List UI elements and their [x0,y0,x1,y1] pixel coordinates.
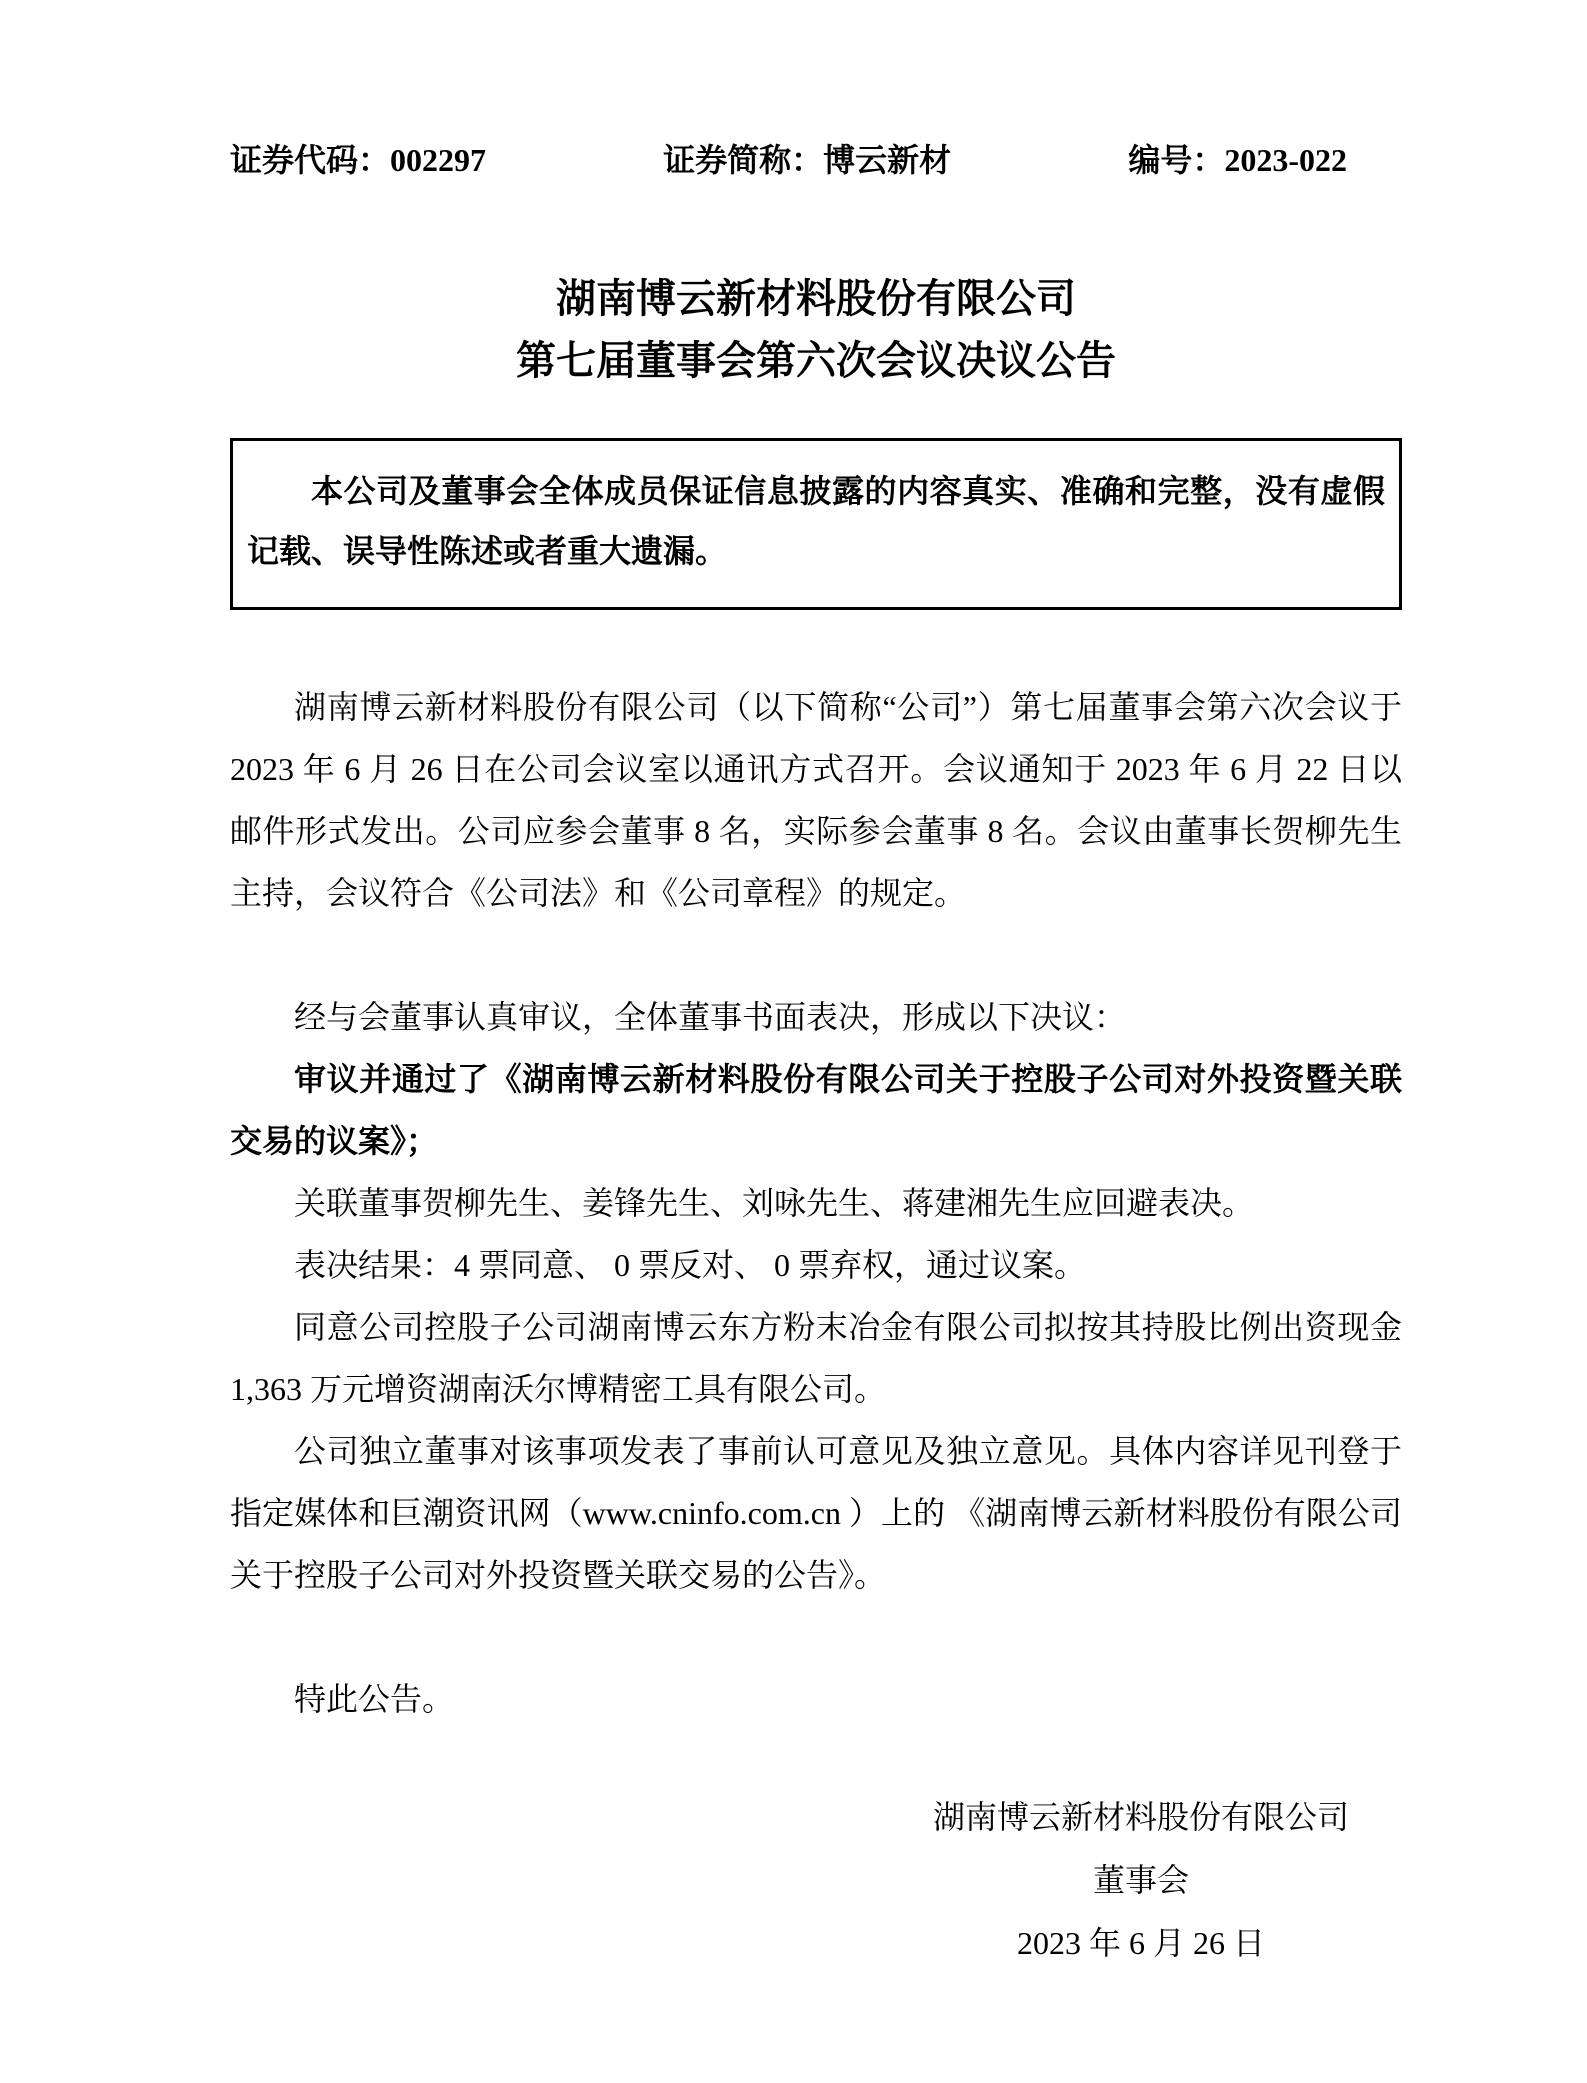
doc-number: 编号：2023-022 [1128,142,1347,178]
disclaimer-text: 本公司及董事会全体成员保证信息披露的内容真实、准确和完整，没有虚假记载、误导性陈述或者重大遗漏。 [247,473,1385,569]
announcement-title: 第七届董事会第六次会议决议公告 [516,338,1116,383]
signature-date: 2023 年 6 月 26 日 [1016,1925,1265,1961]
para-proposal: 审议并通过了《湖南博云新材料股份有限公司关于控股子公司对外投资暨关联交易的议案》； [230,1061,1402,1159]
para-meeting-info: 湖南博云新材料股份有限公司（以下简称“公司”）第七届董事会第六次会议于 2023 年 6 月 26 日在公司会议室以通讯方式召开。会议通知于 2023 年 6 月 22 日以邮件形式发出。公司应参会董事 8 名，实际参会董事 8 名。会议由董事长贺柳先生主持，会议符合《公司法》和《公司章程》的规定。 [230,689,1402,911]
company-title: 湖南博云新材料股份有限公司 [556,276,1076,321]
signature-board: 董事会 [1092,1862,1189,1898]
para-closing: 特此公告。 [294,1681,455,1717]
para-recusal: 关联董事贺柳先生、姜锋先生、刘咏先生、蒋建湘先生应回避表决。 [294,1185,1255,1221]
para-independent-opinion: 公司独立董事对该事项发表了事前认可意见及独立意见。具体内容详见刊登于指定媒体和巨潮资讯网（www.cninfo.com.cn ）上的 《湖南博云新材料股份有限公司关于控股子公司对外投资暨关联交易的公告》。 [230,1433,1402,1593]
para-resolution-intro: 经与会董事认真审议，全体董事书面表决，形成以下决议： [294,999,1127,1035]
disclaimer-box [230,438,1402,610]
para-vote-result: 表决结果：4 票同意、 0 票反对、 0 票弃权，通过议案。 [294,1247,1087,1283]
para-investment-detail: 同意公司控股子公司湖南博云东方粉末冶金有限公司拟按其持股比例出资现金 1,363 万元增资湖南沃尔博精密工具有限公司。 [230,1309,1402,1407]
stock-code: 证券代码：002297 [230,142,487,178]
doc-header [230,140,1402,180]
stock-abbr: 证券简称：博云新材 [663,142,952,178]
signature-company: 湖南博云新材料股份有限公司 [932,1799,1349,1835]
signature-block [926,1786,1356,1975]
